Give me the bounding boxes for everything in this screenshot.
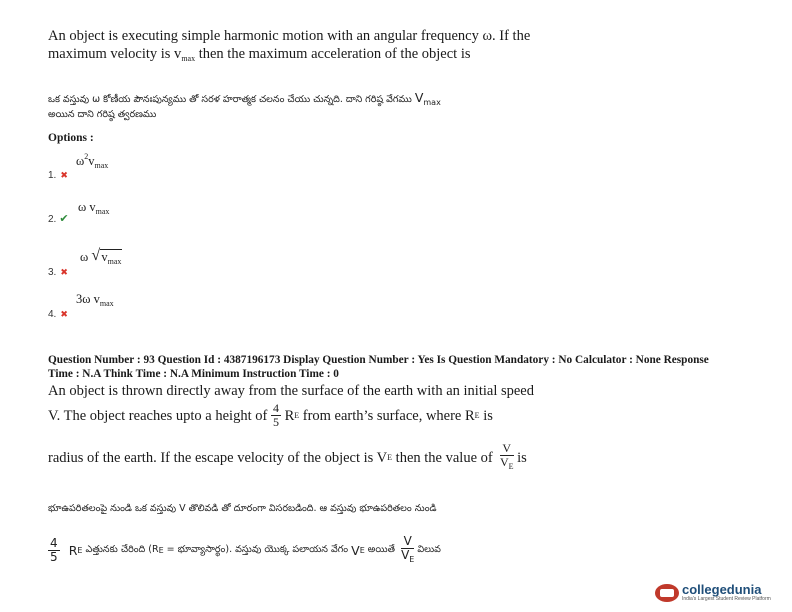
correct-check-icon: ✔ [59,213,69,225]
q2-telugu-line1: భూఉపరితలంపై నుండి ఒక వస్తువు V తొలివడి తో దూరంగా విసరబడింది. ఆ వస్తువు భూఉపరితలం నుండి [48,503,437,514]
wrong-mark-icon: ✖ [60,170,68,180]
q2-text-line2: V. The object reaches upto a height of $\frac{4}{5}$ R E from earth’s surface, where R E is [48,401,493,429]
q2-meta-line1: Question Number : 93 Question Id : 4387196173 Display Question Number : Yes Is Question Mandatory : No Calculator : None Response [48,354,709,366]
option-1[interactable] [48,165,68,183]
option-4-number: 4. [48,309,57,320]
collegedunia-logo-icon [655,584,679,602]
option-1-number: 1. [48,170,57,181]
q1-text-line1: An object is executing simple harmonic motion with an angular frequency ω. If the [48,28,531,44]
brand-tagline: India's Largest Student Review Platform [682,596,771,602]
option-4-formula: 3ω $v_{max}$ [76,292,114,308]
option-4[interactable] [48,304,68,322]
q2-text-line1: An object is thrown directly away from the surface of the earth with an initial speed [48,383,534,399]
brand-name: collegedunia [682,582,762,597]
fraction-v-over-ve: $\frac{V}{V_E}$ [499,441,514,471]
fraction-four-fifths-te: $\frac{4}{5}$ [50,536,58,564]
sqrt-symbol: √ [91,247,101,264]
option-1-formula: $\omega^2v_{max}$ [76,152,109,170]
wrong-mark-icon: ✖ [60,267,68,277]
q1-text-line2: maximum velocity is $v_{max}$ then the maximum acceleration of the object is [48,46,471,63]
fraction-v-over-ve-te: $\frac{V}{V_E}$ [401,534,415,564]
option-3-number: 3. [48,267,57,278]
q1-telugu-line1: ఒక వస్తువు ω కోణీయ పౌనఃపున్యము తో సరళ హరాత్మక చలనం చేయు చున్నది. దాని గరిష్ఠ వేగము $V_{max}$ [48,90,441,107]
option-2-number: 2. [48,214,57,225]
option-2[interactable] [48,209,69,227]
option-3[interactable] [48,262,68,280]
q2-telugu-line2: $\frac{4}{5}$ R E ఎత్తునకు చేరింది (R E = భూవ్యాసార్థం). వస్తువు యొక్క పలాయన వేగం V E అయితే $\frac{V}{V_E}$ విలువ [50,534,441,564]
q2-text-line3: radius of the earth. If the escape velocity of the object is V E then the value of $\frac{V}{V_E}$ is [48,441,527,471]
q1-telugu-line2: అయిన దాని గరిష్ఠ త్వరణము [48,109,157,120]
option-2-formula: ω $v_{max}$ [78,200,110,216]
option-3-formula: ω √ $v_{max}$ [80,247,122,266]
options-label: Options : [48,132,94,144]
fraction-four-fifths: $\frac{4}{5}$ [272,401,279,429]
q2-meta-line2: Time : N.A Think Time : N.A Minimum Instruction Time : 0 [48,368,339,380]
collegedunia-logo [655,583,771,602]
wrong-mark-icon: ✖ [60,309,68,319]
